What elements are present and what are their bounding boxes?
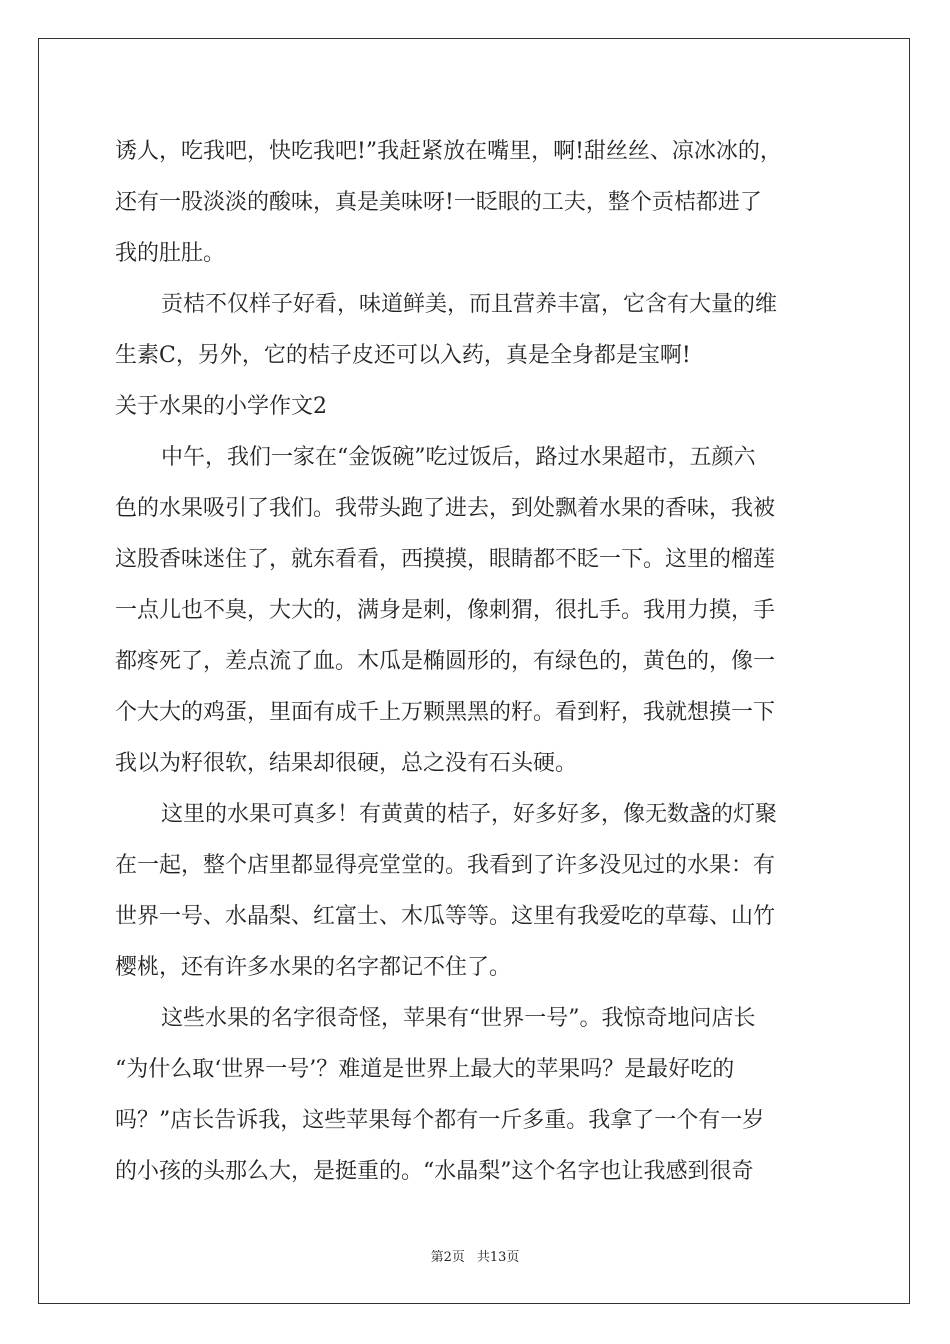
- text-line: 在一起，整个店里都显得亮堂堂的。我看到了许多没见过的水果：有: [115, 853, 776, 878]
- text-line: 我以为籽很软，结果却很硬，总之没有石头硬。: [115, 751, 578, 776]
- text-line: 还有一股淡淡的酸味，真是美味呀!一眨眼的工夫，整个贡桔都进了: [115, 190, 762, 215]
- text-line: 樱桃，还有许多水果的名字都记不住了。: [115, 955, 512, 980]
- text-line: 这股香味迷住了，就东看看，西摸摸，眼睛都不眨一下。这里的榴莲: [115, 547, 776, 572]
- text-line: 生素C，另外，它的桔子皮还可以入药，真是全身都是宝啊!: [115, 343, 691, 368]
- text-line: 一点儿也不臭，大大的，满身是刺，像刺猬，很扎手。我用力摸，手: [115, 598, 776, 623]
- text-line: 的小孩的头那么大，是挺重的。“水晶梨”这个名字也让我感到很奇: [115, 1159, 754, 1184]
- text-line: 我的肚肚。: [115, 241, 226, 266]
- text-line: 这些水果的名字很奇怪，苹果有“世界一号”。我惊奇地问店长: [161, 1006, 756, 1031]
- page-number: 第2页: [430, 1250, 465, 1265]
- text-line: 世界一号、水晶梨、红富士、木瓜等等。这里有我爱吃的草莓、山竹: [115, 904, 776, 929]
- document-body: [115, 126, 835, 1197]
- page-footer: [0, 1246, 950, 1265]
- text-line: 色的水果吸引了我们。我带头跑了进去，到处飘着水果的香味，我被: [115, 496, 776, 521]
- page-total: 共13页: [476, 1250, 520, 1265]
- text-line: 这里的水果可真多！有黄黄的桔子，好多好多，像无数盏的灯聚: [161, 802, 778, 827]
- text-line: 吗？”店长告诉我，这些苹果每个都有一斤多重。我拿了一个有一岁: [115, 1108, 765, 1133]
- text-line: 诱人，吃我吧，快吃我吧!”我赶紧放在嘴里，啊!甜丝丝、凉冰冰的，: [115, 139, 782, 164]
- text-line: 关于水果的小学作文2: [115, 394, 327, 419]
- text-line: “为什么取‘世界一号’？难道是世界上最大的苹果吗？是最好吃的: [115, 1057, 735, 1082]
- text-line: 都疼死了，差点流了血。木瓜是椭圆形的，有绿色的，黄色的，像一: [115, 649, 776, 674]
- text-line: 贡桔不仅样子好看，味道鲜美，而且营养丰富，它含有大量的维: [161, 292, 778, 317]
- text-line: 中午，我们一家在“金饭碗”吃过饭后，路过水果超市，五颜六: [161, 445, 756, 470]
- text-line: 个大大的鸡蛋，里面有成千上万颗黑黑的籽。看到籽，我就想摸一下: [115, 700, 776, 725]
